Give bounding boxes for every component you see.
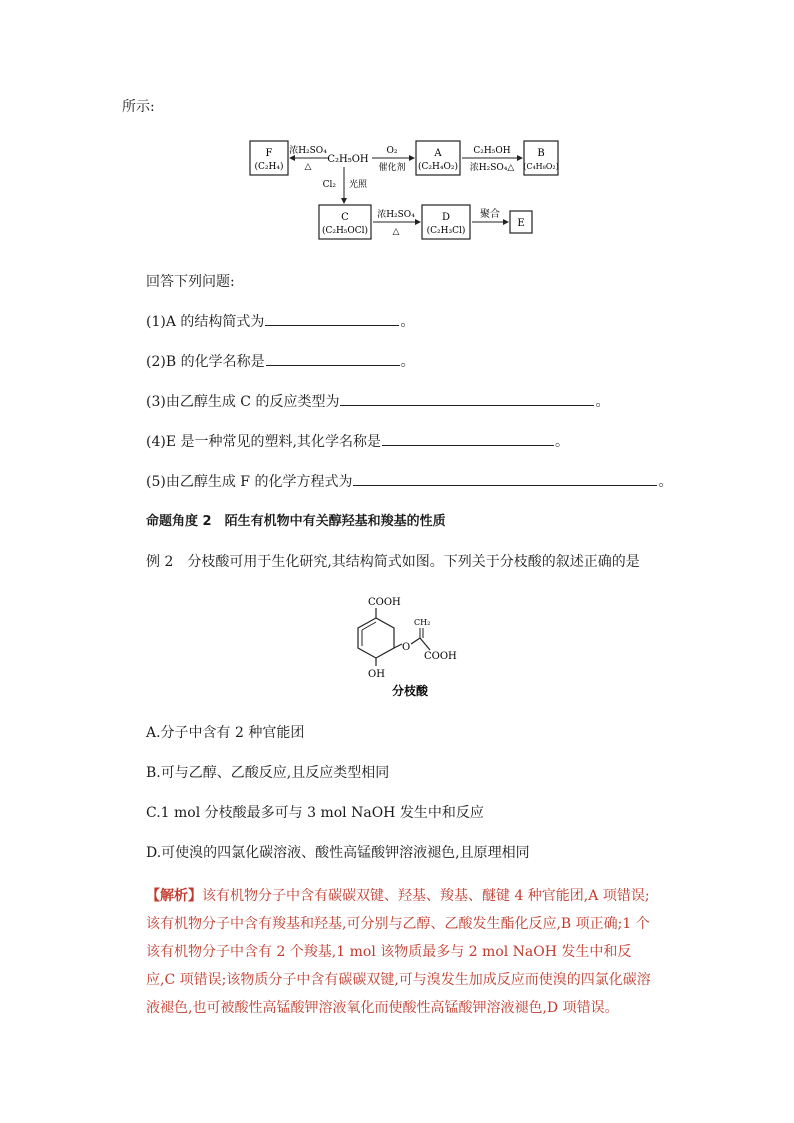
question-3-text: (3)由乙醇生成 C 的反应类型为 [146, 394, 340, 410]
question-4 [146, 431, 569, 452]
B-label: B [537, 148, 545, 159]
question-1-text: (1)A 的结构简式为 [146, 314, 265, 330]
catalyst: 催化剂 [378, 163, 406, 173]
ring [358, 618, 394, 658]
question-4-text: (4)E 是一种常见的塑料,其化学名称是 [146, 434, 381, 450]
delta-3: △ [392, 227, 400, 237]
F-label: F [265, 148, 273, 159]
question-1 [146, 311, 414, 332]
A-formula: (C₂H₄O₂) [418, 162, 458, 172]
conc-acid-3: 浓H₂SO₄ [377, 210, 415, 220]
analysis-block [146, 882, 654, 1022]
reaction-scheme [240, 135, 560, 245]
question-5 [146, 471, 672, 492]
intro-text: 所示: [122, 99, 155, 115]
question-3 [146, 391, 609, 412]
question-4-end: 。 [554, 434, 569, 450]
ethanol-center: C₂H₅OH [327, 154, 369, 165]
question-3-end: 。 [595, 394, 610, 410]
example-stem: 例 2 分枝酸可用于生化研究,其结构简式如图。下列关于分枝酸的叙述正确的是 [146, 554, 640, 570]
question-1-end: 。 [400, 314, 415, 330]
double-bond-1 [362, 622, 376, 630]
answer-blank-2[interactable] [266, 351, 400, 366]
question-2-end: 。 [400, 354, 415, 370]
polymerize: 聚合 [480, 209, 500, 220]
F-formula: (C₂H₄) [254, 162, 284, 172]
oh-group: OH [368, 669, 385, 680]
analysis-tag: 【解析】 [146, 888, 202, 904]
questions-prompt: 回答下列问题: [146, 274, 235, 290]
question-2 [146, 351, 415, 372]
cl2-reagent: Cl₂ [322, 180, 336, 190]
answer-blank-5[interactable] [353, 471, 657, 486]
conc-acid-2: 浓H₂SO₄△ [469, 163, 515, 173]
ethanol-reagent: C₂H₅OH [473, 146, 511, 156]
C-label: C [341, 212, 349, 223]
question-5-end: 。 [658, 474, 673, 490]
cooh-top: COOH [368, 597, 401, 608]
cooh-side: COOH [424, 651, 457, 662]
question-2-text: (2)B 的化学名称是 [146, 354, 265, 370]
answer-blank-4[interactable] [382, 431, 554, 446]
option-B[interactable]: B.可与乙醇、乙酸反应,且反应类型相同 [146, 765, 390, 781]
structure-caption: 分枝酸 [392, 684, 429, 698]
light: 光照 [349, 180, 368, 190]
conc-acid-1: 浓H₂SO₄ [289, 146, 327, 156]
C-formula: (C₂H₅OCl) [321, 226, 369, 236]
B-formula: (C₄H₈O₂) [523, 162, 559, 171]
option-C[interactable]: C.1 mol 分枝酸最多可与 3 mol NaOH 发生中和反应 [146, 805, 484, 821]
A-label: A [434, 148, 442, 159]
bond-o-c [411, 638, 420, 644]
delta-1: △ [304, 162, 312, 172]
bond-o [394, 644, 402, 648]
E-label: E [517, 218, 525, 229]
analysis-body: 该有机物分子中含有碳碳双键、羟基、羧基、醚键 4 种官能团,A 项错误;该有机物分子中含有羧基和羟基,可分别与乙醇、乙酸发生酯化反应,B 项正确;1 个该有机物分子中含有 2 个羧基,1 mol 该物质最多与 2 mol NaOH 发生中和反应,C 项错误;该物质分子中含有碳碳双键,可与溴发生加成反应而使溴的四氯化碳溶液褪色,也可被酸性高锰酸钾溶液氧化而使酸性高锰酸钾溶液褪色,D 项错误。 [146, 888, 651, 1016]
section-heading: 命题角度 2 陌生有机物中有关醇羟基和羧基的性质 [146, 514, 446, 529]
answer-blank-1[interactable] [265, 311, 399, 326]
structure-diagram [340, 592, 470, 702]
ether-o: O [402, 642, 411, 653]
bond-c-cooh [420, 638, 430, 650]
D-label: D [441, 212, 451, 223]
D-formula: (C₂H₃Cl) [426, 226, 466, 236]
option-D[interactable]: D.可使溴的四氯化碳溶液、酸性高锰酸钾溶液褪色,且原理相同 [146, 845, 530, 861]
option-A[interactable]: A.分子中含有 2 种官能团 [146, 725, 305, 741]
answer-blank-3[interactable] [340, 391, 594, 406]
o2-reagent: O₂ [386, 146, 398, 156]
ch2-group: CH₂ [414, 618, 431, 627]
question-5-text: (5)由乙醇生成 F 的化学方程式为 [146, 474, 353, 490]
